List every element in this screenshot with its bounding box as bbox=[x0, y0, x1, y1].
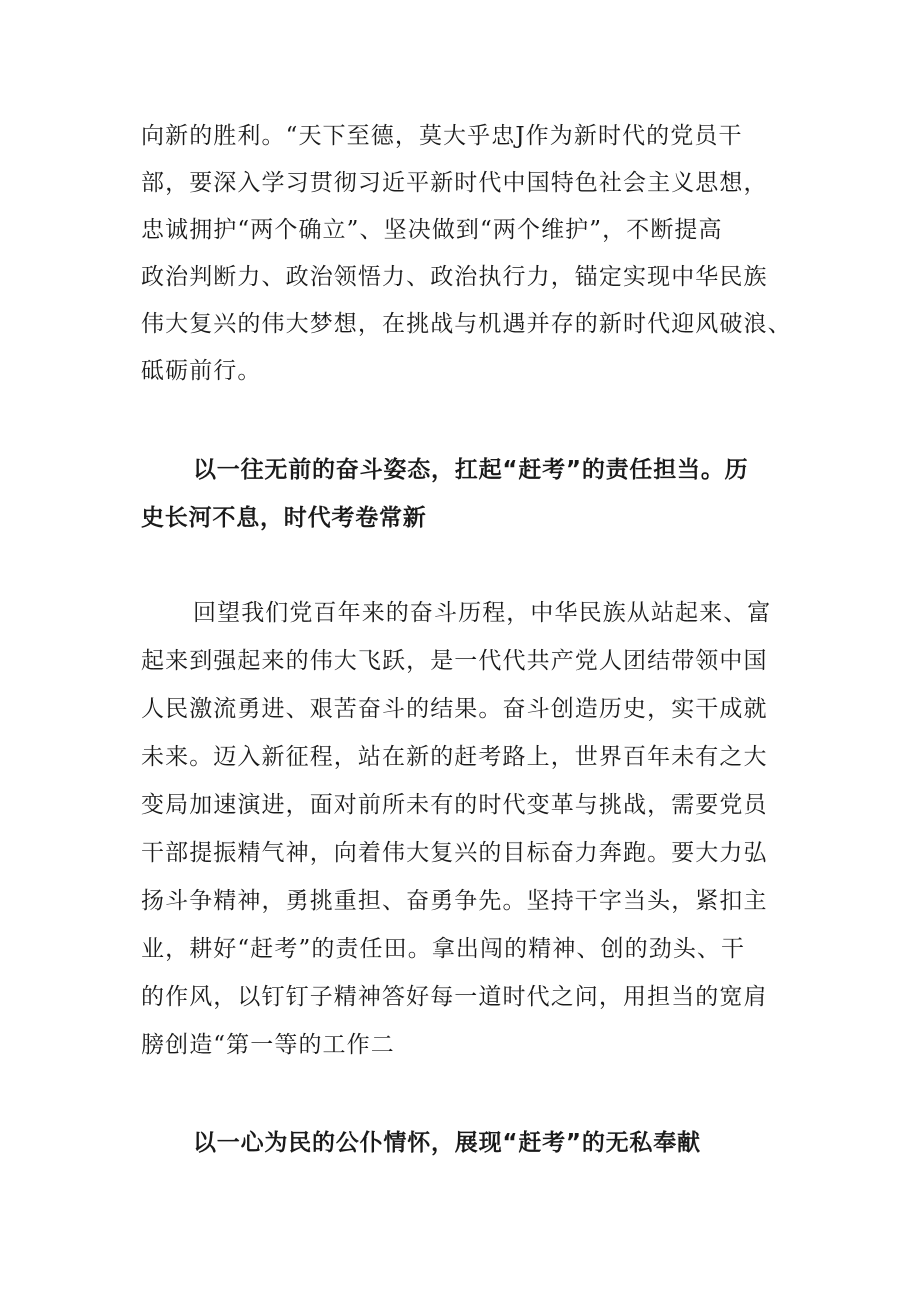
text-line: 伟大复兴的伟大梦想，在挑战与机遇并存的新时代迎风破浪、 bbox=[141, 311, 792, 337]
text-line: 砥砺前行。 bbox=[141, 358, 262, 384]
text-line: 业，耕好“赶考”的责任田。拿出闯的精神、创的劲头、干 bbox=[141, 936, 746, 962]
text-line: 干部提振精气神，向着伟大复兴的目标奋力奔跑。要大力弘 bbox=[141, 840, 768, 866]
heading-line: 以一往无前的奋斗姿态，扛起“赶考”的责任担当。历 bbox=[193, 457, 749, 483]
text-line: 起来到强起来的伟大飞跃，是一代代共产党人团结带领中国 bbox=[141, 648, 768, 674]
heading-line: 以一心为民的公仆情怀，展现“赶考”的无私奉献 bbox=[193, 1130, 701, 1156]
text-line: 部，要深入学习贯彻习近平新时代中国特色社会主义思想， bbox=[141, 170, 768, 196]
text-line: 政治判断力、政治领悟力、政治执行力，锚定实现中华民族 bbox=[141, 264, 768, 290]
text-line: 人民激流勇进、艰苦奋斗的结果。奋斗创造历史，实干成就 bbox=[141, 696, 768, 722]
text-line: 向新的胜利。“天下至德，莫大乎忠J作为新时代的党员干 bbox=[141, 123, 743, 149]
text-line: 回望我们党百年来的奋斗历程，中华民族从站起来、富 bbox=[193, 600, 772, 626]
text-line: 未来。迈入新征程，站在新的赶考路上，世界百年未有之大 bbox=[141, 744, 768, 770]
text-line: 扬斗争精神，勇挑重担、奋勇争先。坚持干字当头，紧扣主 bbox=[141, 888, 768, 914]
text-line: 的作风，以钉钉子精神答好每一道时代之问，用担当的宽肩 bbox=[141, 984, 768, 1010]
text-line: 膀创造“第一等的工作二 bbox=[141, 1032, 395, 1058]
heading-line: 史长河不息，时代考卷常新 bbox=[141, 505, 427, 531]
text-line: 忠诚拥护“两个确立”、坚决做到“两个维护”，不断提高 bbox=[141, 217, 723, 243]
text-line: 变局加速演进，面对前所未有的时代变革与挑战，需要党员 bbox=[141, 792, 768, 818]
